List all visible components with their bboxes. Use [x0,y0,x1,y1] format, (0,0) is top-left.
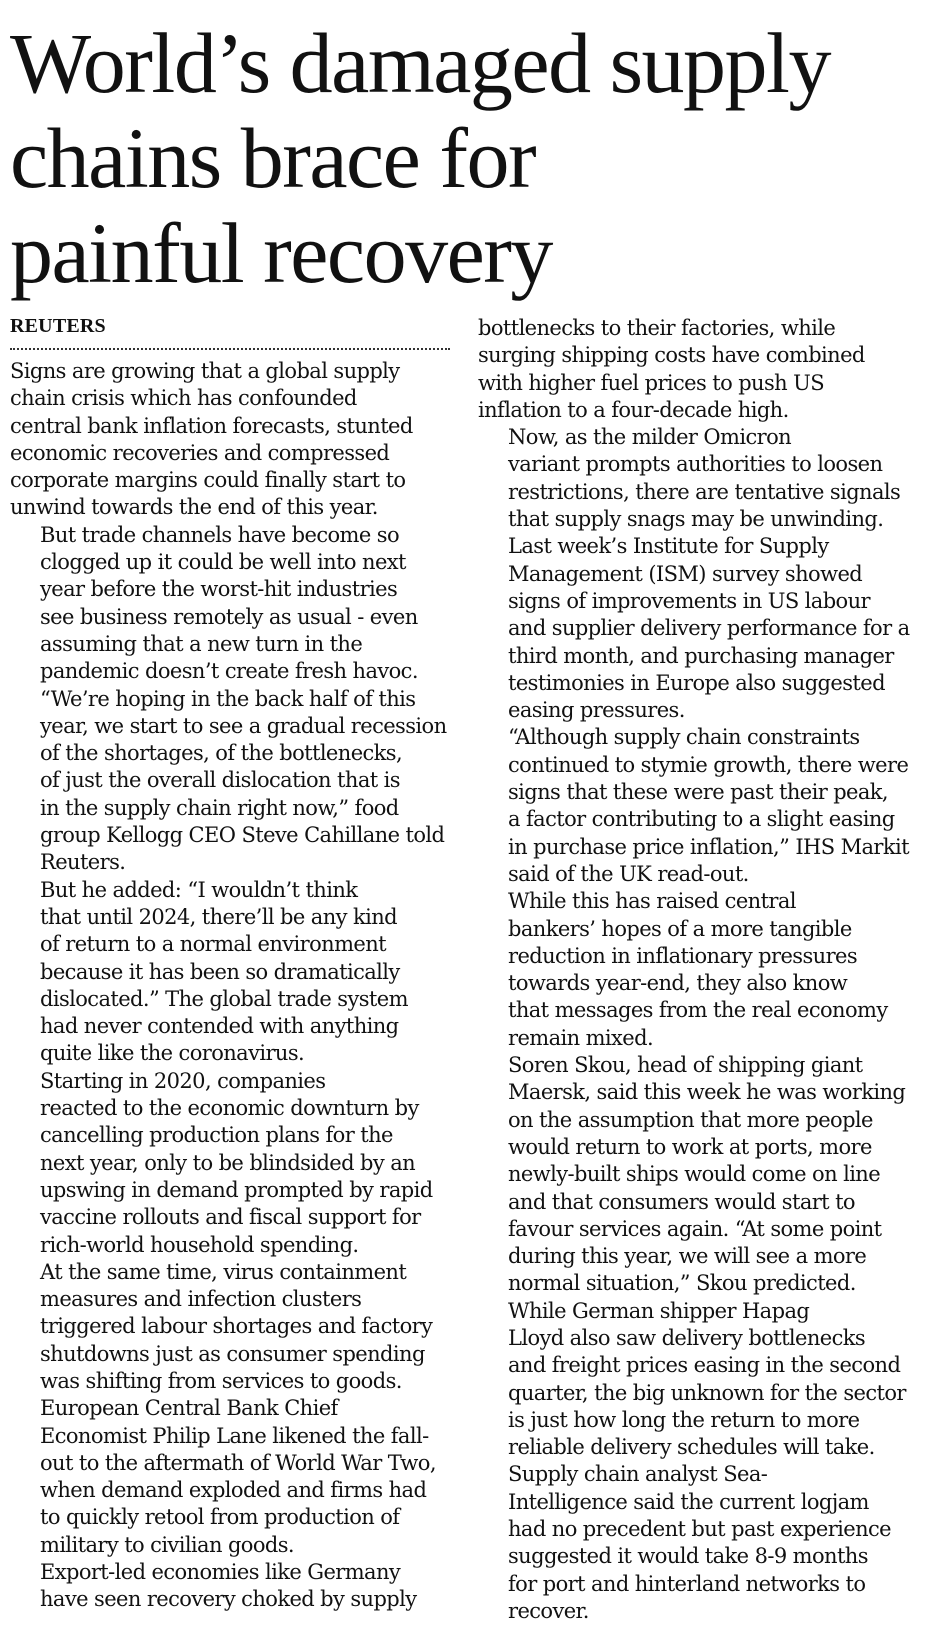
paragraph-line: military to civilian goods. [40,1532,294,1557]
paragraph-line: surging shipping costs have combined [478,343,865,368]
paragraph-line: during this year, we will see a more [508,1244,867,1269]
article-paragraph [478,1052,918,1298]
paragraph-line: unwind towards the end of this year. [10,495,378,520]
paragraph-line: Now, as the milder Omicron [508,425,792,450]
paragraph-line: had never contended with anything [40,1014,399,1039]
paragraph-line: cancelling production plans for the [40,1123,393,1148]
headline-line: painful recovery [10,205,552,301]
article-paragraph [10,877,450,1068]
paragraph-line: said of the UK read-out. [508,861,749,886]
paragraph-line: recover. [508,1598,589,1623]
paragraph-line: While this has raised central [508,889,796,914]
article-paragraph [478,533,918,724]
article-paragraph [478,724,918,888]
paragraph-line: with higher fuel prices to push US [478,370,825,395]
paragraph-line: favour services again. “At some point [508,1216,882,1241]
paragraph-line: Lloyd also saw delivery bottlenecks [508,1325,866,1350]
paragraph-line: pandemic doesn’t create fresh havoc. [40,659,418,684]
paragraph-line: measures and infection clusters [40,1287,362,1312]
paragraph-line: because it has been so dramatically [40,959,400,984]
paragraph-line: normal situation,” Skou predicted. [508,1271,856,1296]
article-paragraph [478,1461,918,1625]
paragraph-line: suggested it would take 8-9 months [508,1544,868,1569]
paragraph-line: chain crisis which has confounded [10,386,357,411]
article-paragraph [10,522,450,686]
paragraph-line: shutdowns just as consumer spending [40,1341,425,1366]
article-paragraph [10,686,450,877]
paragraph-line: towards year-end, they also know [508,971,848,996]
article-paragraph [478,1298,918,1462]
paragraph-line: for port and hinterland networks to [508,1571,866,1596]
paragraph-line: a factor contributing to a slight easing [508,807,895,832]
paragraph-line: year, we start to see a gradual recession [40,713,447,738]
paragraph-line: signs that these were past their peak, [508,780,888,805]
paragraph-line: Export-led economies like Germany [40,1560,401,1585]
paragraph-line: quite like the coronavirus. [40,1041,305,1066]
paragraph-line: Economist Philip Lane likened the fall- [40,1423,429,1448]
paragraph-line: rich-world household spending. [40,1232,359,1257]
paragraph-line: third month, and purchasing manager [508,643,894,668]
headline-line: chains brace for [10,110,536,206]
paragraph-line: easing pressures. [508,698,685,723]
paragraph-line: Soren Skou, head of shipping giant [508,1053,863,1078]
paragraph-line: Starting in 2020, companies [40,1068,326,1093]
paragraph-line: year before the worst-hit industries [40,577,398,602]
paragraph-line: Last week’s Institute for Supply [508,534,829,559]
article-paragraph [10,1068,450,1259]
article-paragraph [10,358,450,522]
paragraph-line: Supply chain analyst Sea- [508,1462,768,1487]
paragraph-line: economic recoveries and compressed [10,440,390,465]
paragraph-line: restrictions, there are tentative signals [508,479,901,504]
article-column-left [10,314,450,1614]
paragraph-line: reacted to the economic downturn by [40,1096,419,1121]
paragraph-line: would return to work at ports, more [508,1134,872,1159]
article-paragraph [10,1559,450,1614]
paragraph-line: that supply snags may be unwinding. [508,507,884,532]
paragraph-line: central bank inflation forecasts, stunted [10,413,413,438]
paragraph-line: to quickly retool from production of [40,1505,400,1530]
paragraph-line: reduction in inflationary pressures [508,943,858,968]
paragraph-line: signs of improvements in US labour [508,588,870,613]
paragraph-line: dislocated.” The global trade system [40,986,408,1011]
paragraph-line: and that consumers would start to [508,1189,855,1214]
byline: REUTERS [10,315,106,337]
paragraph-line: in the supply chain right now,” food [40,795,399,820]
paragraph-line: But he added: “I wouldn’t think [40,877,358,902]
paragraph-line: European Central Bank Chief [40,1396,338,1421]
paragraph-line: newly-built ships would come on line [508,1162,881,1187]
paragraph-line: bottlenecks to their factories, while [478,316,836,340]
paragraph-line: out to the aftermath of World War Two, [40,1450,436,1475]
left-column-body [10,358,450,1614]
paragraph-line: variant prompts authorities to loosen [508,452,883,477]
paragraph-line: have seen recovery choked by supply [40,1587,417,1612]
paragraph-line: group Kellogg CEO Steve Cahillane told [40,823,445,848]
paragraph-line: While German shipper Hapag [508,1298,810,1323]
paragraph-line: of just the overall dislocation that is [40,768,400,793]
paragraph-line: reliable delivery schedules will take. [508,1435,875,1460]
article-paragraph [478,888,918,1052]
paragraph-line: Signs are growing that a global supply [10,359,400,383]
paragraph-line: Intelligence said the current logjam [508,1489,869,1514]
paragraph-line: “Although supply chain constraints [508,725,860,750]
paragraph-line: Management (ISM) survey showed [508,561,863,586]
paragraph-line: vaccine rollouts and fiscal support for [40,1205,421,1230]
paragraph-line: testimonies in Europe also suggested [508,670,885,695]
paragraph-line: Maersk, said this week he was working [508,1080,906,1105]
paragraph-line: remain mixed. [508,1025,654,1050]
paragraph-line: is just how long the return to more [508,1407,860,1432]
paragraph-line: At the same time, virus containment [40,1259,407,1284]
paragraph-line: continued to stymie growth, there were [508,752,909,777]
paragraph-line: see business remotely as usual - even [40,604,418,629]
paragraph-line: bankers’ hopes of a more tangible [508,916,852,941]
paragraph-line: assuming that a new turn in the [40,631,363,656]
paragraph-line: and supplier delivery performance for a [508,616,910,641]
paragraph-line: of return to a normal environment [40,932,386,957]
paragraph-line: in purchase price inflation,” IHS Markit [508,834,909,859]
paragraph-line: and freight prices easing in the second [508,1353,901,1378]
paragraph-line: next year, only to be blindsided by an [40,1150,416,1175]
paragraph-line: was shifting from services to goods. [40,1368,402,1393]
paragraph-line: that until 2024, there’ll be any kind [40,904,397,929]
paragraph-line: of the shortages, of the bottlenecks, [40,741,403,766]
paragraph-line: “We’re hoping in the back half of this [40,686,416,711]
paragraph-line: that messages from the real economy [508,998,888,1023]
paragraph-line: inflation to a four-decade high. [478,397,789,422]
article-headline [10,16,916,301]
article-paragraph [478,424,918,533]
paragraph-line: Reuters. [40,850,126,875]
paragraph-line: when demand exploded and firms had [40,1478,427,1503]
paragraph-line: on the assumption that more people [508,1107,873,1132]
article-paragraph [10,1395,450,1559]
paragraph-line: clogged up it could be well into next [40,550,406,575]
paragraph-line: triggered labour shortages and factory [40,1314,433,1339]
article-column-right [478,315,918,1625]
paragraph-line: had no precedent but past experience [508,1517,891,1542]
article-paragraph [478,315,918,424]
article-paragraph [10,1259,450,1395]
right-column-body [478,315,918,1625]
paragraph-line: upswing in demand prompted by rapid [40,1177,433,1202]
paragraph-line: corporate margins could finally start to [10,468,406,493]
dotted-divider [10,348,450,350]
paragraph-line: quarter, the big unknown for the sector [508,1380,906,1405]
paragraph-line: But trade channels have become so [40,522,399,547]
headline-line: World’s damaged supply [10,15,830,111]
